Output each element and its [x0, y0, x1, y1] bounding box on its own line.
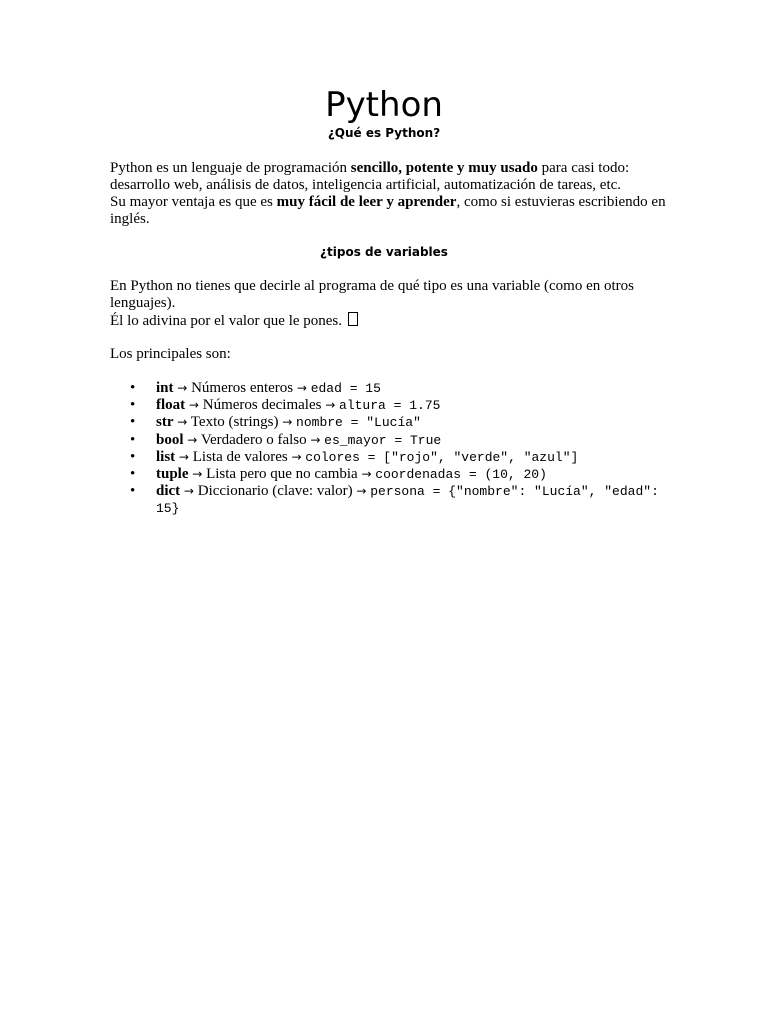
type-name: float	[156, 397, 186, 414]
bullet-icon: •	[130, 414, 136, 431]
bullet-icon: •	[130, 380, 136, 396]
type-example-code: coordenadas = (10, 20)	[375, 467, 547, 483]
type-description: Diccionario (clave: valor)	[197, 483, 353, 500]
type-description: Texto (strings)	[190, 414, 279, 431]
arrow-icon: →	[188, 398, 199, 413]
intro-paragraph	[110, 160, 670, 228]
section-heading-variable-types: ¿tipos de variables	[320, 245, 448, 259]
arrow-icon: →	[291, 449, 302, 464]
arrow-icon: →	[325, 398, 336, 413]
type-name: list	[156, 448, 176, 465]
intro-bold-2: muy fácil de leer y aprender	[276, 194, 457, 210]
emoji-placeholder-icon	[348, 312, 358, 326]
type-name: int	[156, 380, 174, 396]
type-example-code: colores = ["rojo", "verde", "azul"]	[305, 449, 579, 465]
type-description: Números decimales	[202, 397, 322, 414]
arrow-icon: →	[361, 467, 372, 482]
type-name: dict	[156, 483, 181, 500]
arrow-icon: →	[178, 449, 189, 464]
list-item-list	[110, 449, 670, 466]
arrow-icon: →	[192, 467, 203, 482]
intro-text-4: , como si estuvieras escribiendo en inglés.	[110, 194, 666, 227]
type-description: Lista pero que no cambia	[206, 466, 358, 483]
type-description: Lista de valores	[192, 448, 288, 465]
intro-text-2: para casi todo: desarrollo web, análisis de datos, inteligencia artificial, automatización de tareas, etc.	[110, 160, 630, 193]
intro-text-3: Su mayor ventaja es que es	[110, 194, 277, 210]
bullet-icon: •	[130, 431, 136, 448]
list-item-tuple	[110, 466, 670, 483]
type-example-code: persona = {"nombre": "Lucía", "edad": 15}	[156, 484, 659, 517]
types-intro-line-2: Él lo adivina por el valor que le pones.	[110, 313, 346, 329]
document-subtitle: ¿Qué es Python?	[327, 126, 441, 140]
list-item-str	[110, 414, 670, 431]
list-intro: Los principales son:	[110, 346, 231, 362]
list-item-dict	[110, 483, 670, 517]
types-intro-line-1: En Python no tienes que decirle al programa de qué tipo es una variable (como en otros lenguajes).	[110, 278, 635, 311]
bullet-icon: •	[130, 397, 136, 414]
arrow-icon: →	[282, 415, 293, 430]
type-description: Verdadero o falso	[200, 431, 307, 448]
arrow-icon: →	[356, 484, 367, 499]
list-item-float	[110, 397, 670, 414]
type-example-code: es_mayor = True	[324, 432, 442, 448]
arrow-icon: →	[177, 381, 188, 395]
bullet-icon: •	[130, 448, 136, 465]
type-example-code: edad = 15	[310, 381, 381, 396]
document-title: Python	[325, 85, 443, 125]
types-intro-paragraph	[110, 278, 670, 330]
arrow-icon: →	[177, 415, 188, 430]
list-item-int	[110, 380, 670, 397]
type-example-code: nombre = "Lucía"	[296, 415, 421, 431]
bullet-icon: •	[130, 466, 136, 483]
type-description: Números enteros	[191, 380, 294, 396]
arrow-icon: →	[296, 381, 307, 395]
type-name: bool	[156, 431, 184, 448]
type-name: str	[156, 414, 174, 431]
arrow-icon: →	[310, 432, 321, 447]
intro-text-1: Python es un lenguaje de programación	[110, 160, 351, 176]
list-item-bool	[110, 432, 670, 449]
variable-types-list	[110, 380, 670, 518]
bullet-icon: •	[130, 483, 136, 500]
type-example-code: altura = 1.75	[339, 398, 441, 414]
intro-bold-1: sencillo, potente y muy usado	[350, 160, 538, 176]
type-name: tuple	[156, 466, 189, 483]
arrow-icon: →	[183, 484, 194, 499]
arrow-icon: →	[187, 432, 198, 447]
